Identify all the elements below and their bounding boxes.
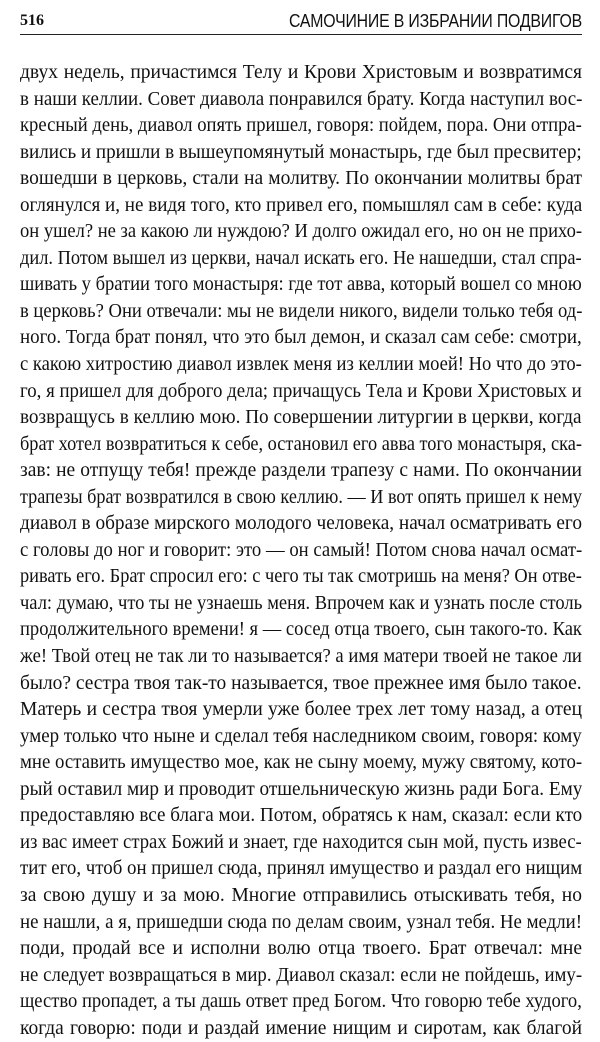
running-header (20, 8, 582, 35)
text-line: за свою душу и за мою. Многие отправились отыскивать тебя, но (20, 884, 582, 906)
text-line: тит его, чтоб он пришел сюда, принял имущество и раздал его нищим (20, 858, 582, 880)
text-line: поди, продай все и исполни волю отца твоего. Брат отвечал: мне (20, 938, 582, 960)
text-line: было? сестра твоя так-то называется, твое прежнее имя было такое. (20, 672, 582, 694)
text-line: трапезы брат возвратился в свою келлию. — И вот опять пришел к нему (20, 486, 582, 508)
text-line: продолжительного времени! я — сосед отца твоего, сын такого-то. Как (20, 619, 582, 641)
text-line: из вас имеет страх Божий и знает, где находится сын мой, пусть извес- (20, 831, 582, 853)
body-text (20, 60, 582, 1042)
text-line: шивать у братии того монастыря: где тот авва, который вошел со мною (20, 274, 582, 296)
page-number: 516 (20, 12, 44, 29)
text-line: не следует возвращаться в мир. Диавол сказал: если не пойдешь, иму- (20, 964, 582, 986)
text-line: умер только что ныне и сделал тебя наследником своим, говоря: кому (20, 725, 582, 747)
text-line: с какою хитростию диавол извлек меня из келлии моей! Но что до это- (20, 354, 582, 376)
text-line: го, я пришел для доброго дела; причащусь Тела и Крови Христовых и (20, 380, 582, 402)
text-line: возвращусь в келлию мою. По совершении литургии в церкви, когда (20, 407, 582, 429)
text-line: ривать его. Брат спросил его: с чего ты так смотришь на меня? Он отве- (20, 566, 582, 588)
text-line: двух недель, причастимся Телу и Крови Христовым и возвратимся (20, 62, 582, 83)
text-line: не нашли, а я, пришедши сюда по делам своим, узнал тебя. Не медли! (20, 911, 582, 933)
text-line: он ушел? не за какою ли нуждою? И долго ожидал его, но он не прихо- (20, 221, 582, 243)
running-title: САМОЧИНИЕ В ИЗБРАНИИ ПОДВИГОВ (288, 11, 582, 31)
text-line: в наши келлии. Совет диавола понравился брату. Когда наступил вос- (20, 88, 582, 110)
text-line: кресный день, диавол опять пришел, говоря: пойдем, пора. Они отпра- (20, 115, 582, 137)
text-line: зав: не отпущу тебя! прежде раздели трапезу с нами. По окончании (20, 460, 582, 482)
text-line: дил. Потом вышел из церкви, начал искать его. Не нашедши, стал спра- (20, 247, 582, 269)
text-line: диавол в образе мирского молодого человека, начал осматривать его (20, 513, 582, 535)
text-line: Матерь и сестра твоя умерли уже более трех лет тому назад, а отец (20, 699, 582, 721)
text-line: оглянулся и, не видя того, кто привел его, помышлял сам в себе: куда (20, 194, 582, 216)
text-line: в церковь? Они отвечали: мы не видели никого, видели только тебя од- (20, 300, 582, 322)
text-line: же! Твой отец не так ли то называется? а имя матери твоей не такое ли (20, 646, 582, 668)
text-line: мне оставить имущество мое, как не сыну моему, мужу святому, кото- (20, 752, 582, 774)
text-line: брат хотел возвратиться к себе, остановил его авва того монастыря, ска- (20, 433, 582, 455)
text-line: когда говорю: поди и раздай имение нищим и сиротам, как благой (20, 1017, 582, 1039)
text-line: рый оставил мир и проводит отшельническую жизнь ради Бога. Ему (20, 778, 582, 800)
text-line: щество пропадет, а ты дашь ответ пред Богом. Что говорю тебе худого, (20, 991, 582, 1013)
text-line: вились и пришли в вышеупомянутый монастырь, где был пресвитер; (20, 141, 582, 163)
text-line: предоставляю все блага мои. Потом, обратясь к нам, сказал: если кто (20, 805, 582, 827)
text-line: вошедши в церковь, стали на молитву. По окончании молитвы брат (20, 168, 582, 190)
text-line: с головы до ног и говорит: это — он самый! Потом снова начал осмат- (20, 539, 582, 561)
text-line: чал: думаю, что ты не узнаешь меня. Впрочем как и узнать после столь (20, 592, 582, 614)
text-line: ного. Тогда брат понял, что это был демон, и сказал сам себе: смотри, (20, 327, 582, 349)
